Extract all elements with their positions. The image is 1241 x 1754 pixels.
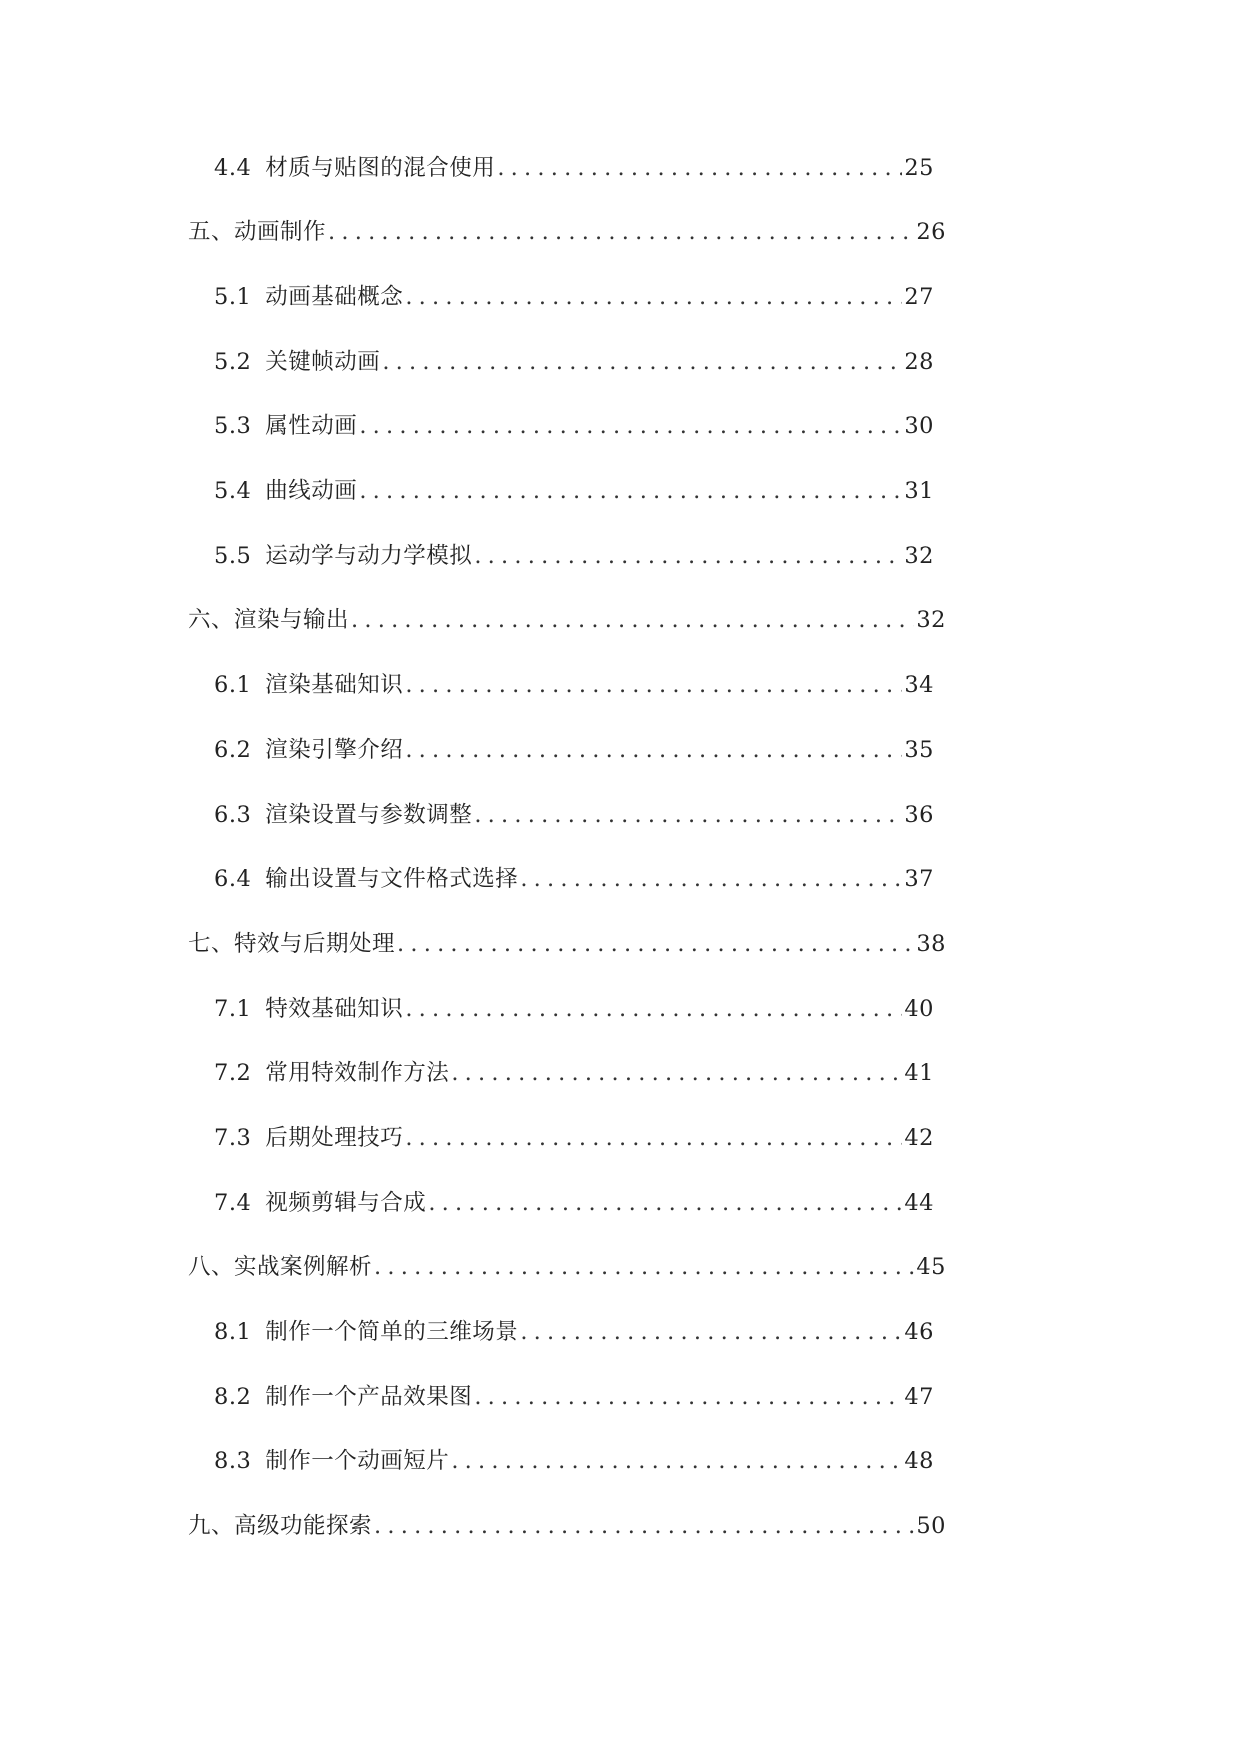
toc-entry-number: 5.5 bbox=[214, 543, 252, 569]
toc-entry-page: 46 bbox=[904, 1319, 934, 1345]
toc-entry-6-3[interactable] bbox=[214, 795, 934, 835]
toc-entry-title: 七、特效与后期处理 bbox=[188, 931, 396, 957]
toc-entry-chapter-6[interactable] bbox=[188, 600, 946, 640]
dot-leader bbox=[351, 600, 914, 640]
dot-leader bbox=[374, 1247, 914, 1287]
toc-entry-5-1[interactable] bbox=[214, 277, 934, 317]
toc-entry-title: 八、实战案例解析 bbox=[188, 1254, 373, 1280]
toc-entry-title: 运动学与动力学模拟 bbox=[265, 543, 473, 569]
toc-entry-8-2[interactable] bbox=[214, 1377, 934, 1417]
toc-entry-page: 35 bbox=[904, 737, 934, 763]
toc-entry-page: 44 bbox=[904, 1190, 934, 1216]
dot-leader bbox=[474, 795, 902, 835]
toc-entry-title: 制作一个简单的三维场景 bbox=[265, 1319, 519, 1345]
dot-leader bbox=[397, 924, 914, 964]
toc-entry-title: 动画基础概念 bbox=[265, 284, 404, 310]
toc-entry-title: 输出设置与文件格式选择 bbox=[265, 866, 519, 892]
toc-entry-number: 8.2 bbox=[214, 1384, 252, 1410]
toc-entry-5-4[interactable] bbox=[214, 471, 934, 511]
dot-leader bbox=[405, 1118, 902, 1158]
toc-entry-page: 41 bbox=[904, 1060, 934, 1086]
toc-entry-number: 5.2 bbox=[214, 349, 252, 375]
toc-entry-title: 曲线动画 bbox=[265, 478, 358, 504]
toc-entry-5-5[interactable] bbox=[214, 536, 934, 576]
toc-entry-page: 36 bbox=[904, 802, 934, 828]
toc-entry-title: 视频剪辑与合成 bbox=[265, 1190, 427, 1216]
toc-entry-page: 37 bbox=[904, 866, 934, 892]
toc-entry-page: 31 bbox=[904, 478, 934, 504]
toc-entry-number: 7.4 bbox=[214, 1190, 252, 1216]
dot-leader bbox=[474, 1377, 902, 1417]
dot-leader bbox=[359, 406, 902, 446]
toc-entry-7-3[interactable] bbox=[214, 1118, 934, 1158]
toc-entry-page: 27 bbox=[904, 284, 934, 310]
dot-leader bbox=[451, 1053, 902, 1093]
toc-entry-chapter-9[interactable] bbox=[188, 1506, 946, 1546]
toc-entry-title: 制作一个产品效果图 bbox=[265, 1384, 473, 1410]
toc-entry-8-1[interactable] bbox=[214, 1312, 934, 1352]
toc-entry-title: 渲染设置与参数调整 bbox=[265, 802, 473, 828]
toc-entry-page: 40 bbox=[904, 996, 934, 1022]
toc-entry-page: 30 bbox=[904, 413, 934, 439]
toc-entry-title: 属性动画 bbox=[265, 413, 358, 439]
toc-entry-title: 渲染引擎介绍 bbox=[265, 737, 404, 763]
toc-entry-page: 26 bbox=[916, 219, 946, 245]
dot-leader bbox=[328, 212, 914, 252]
dot-leader bbox=[359, 471, 902, 511]
toc-entry-title: 六、渲染与输出 bbox=[188, 607, 350, 633]
toc-entry-number: 8.3 bbox=[214, 1448, 252, 1474]
toc-entry-page: 25 bbox=[904, 155, 934, 181]
dot-leader bbox=[405, 277, 902, 317]
toc-entry-number: 7.1 bbox=[214, 996, 252, 1022]
toc-entry-number: 7.2 bbox=[214, 1060, 252, 1086]
toc-entry-number: 5.4 bbox=[214, 478, 252, 504]
dot-leader bbox=[428, 1183, 902, 1223]
dot-leader bbox=[374, 1506, 914, 1546]
toc-entry-page: 32 bbox=[904, 543, 934, 569]
toc-entry-title: 渲染基础知识 bbox=[265, 672, 404, 698]
toc-entry-7-4[interactable] bbox=[214, 1183, 934, 1223]
toc-entry-title: 关键帧动画 bbox=[265, 349, 381, 375]
toc-entry-page: 28 bbox=[904, 349, 934, 375]
toc-entry-title: 材质与贴图的混合使用 bbox=[265, 155, 496, 181]
toc-entry-number: 6.4 bbox=[214, 866, 252, 892]
toc-entry-5-2[interactable] bbox=[214, 342, 934, 382]
toc-entry-page: 42 bbox=[904, 1125, 934, 1151]
toc-entry-title: 常用特效制作方法 bbox=[265, 1060, 450, 1086]
dot-leader bbox=[405, 730, 902, 770]
toc-entry-chapter-7[interactable] bbox=[188, 924, 946, 964]
dot-leader bbox=[382, 342, 902, 382]
toc-entry-page: 48 bbox=[904, 1448, 934, 1474]
toc-entry-number: 8.1 bbox=[214, 1319, 252, 1345]
toc-entry-title: 九、高级功能探索 bbox=[188, 1513, 373, 1539]
toc-entry-title: 五、动画制作 bbox=[188, 219, 327, 245]
toc-entry-number: 5.1 bbox=[214, 284, 252, 310]
dot-leader bbox=[405, 989, 902, 1029]
toc-entry-page: 45 bbox=[916, 1254, 946, 1280]
toc-entry-6-1[interactable] bbox=[214, 665, 934, 705]
dot-leader bbox=[405, 665, 902, 705]
toc-entry-number: 6.3 bbox=[214, 802, 252, 828]
toc-entry-chapter-8[interactable] bbox=[188, 1247, 946, 1287]
toc-entry-page: 32 bbox=[916, 607, 946, 633]
toc-entry-page: 47 bbox=[904, 1384, 934, 1410]
toc-entry-7-1[interactable] bbox=[214, 989, 934, 1029]
toc-entry-title: 后期处理技巧 bbox=[265, 1125, 404, 1151]
dot-leader bbox=[474, 536, 902, 576]
dot-leader bbox=[520, 1312, 902, 1352]
dot-leader bbox=[520, 859, 902, 899]
toc-entry-number: 4.4 bbox=[214, 155, 252, 181]
dot-leader bbox=[497, 148, 902, 188]
toc-entry-title: 特效基础知识 bbox=[265, 996, 404, 1022]
toc-entry-chapter-5[interactable] bbox=[188, 212, 946, 252]
toc-entry-title: 制作一个动画短片 bbox=[265, 1448, 450, 1474]
toc-entry-page: 34 bbox=[904, 672, 934, 698]
toc-entry-number: 7.3 bbox=[214, 1125, 252, 1151]
toc-entry-page: 38 bbox=[916, 931, 946, 957]
toc-entry-number: 5.3 bbox=[214, 413, 252, 439]
dot-leader bbox=[451, 1441, 902, 1481]
toc-entry-number: 6.1 bbox=[214, 672, 252, 698]
toc-entry-5-3[interactable] bbox=[214, 406, 934, 446]
toc-entry-7-2[interactable] bbox=[214, 1053, 934, 1093]
toc-entry-page: 50 bbox=[916, 1513, 946, 1539]
toc-entry-number: 6.2 bbox=[214, 737, 252, 763]
toc-entry-8-3[interactable] bbox=[214, 1441, 934, 1481]
toc-entry-4-4[interactable] bbox=[214, 148, 934, 188]
toc-entry-6-2[interactable] bbox=[214, 730, 934, 770]
toc-entry-6-4[interactable] bbox=[214, 859, 934, 899]
